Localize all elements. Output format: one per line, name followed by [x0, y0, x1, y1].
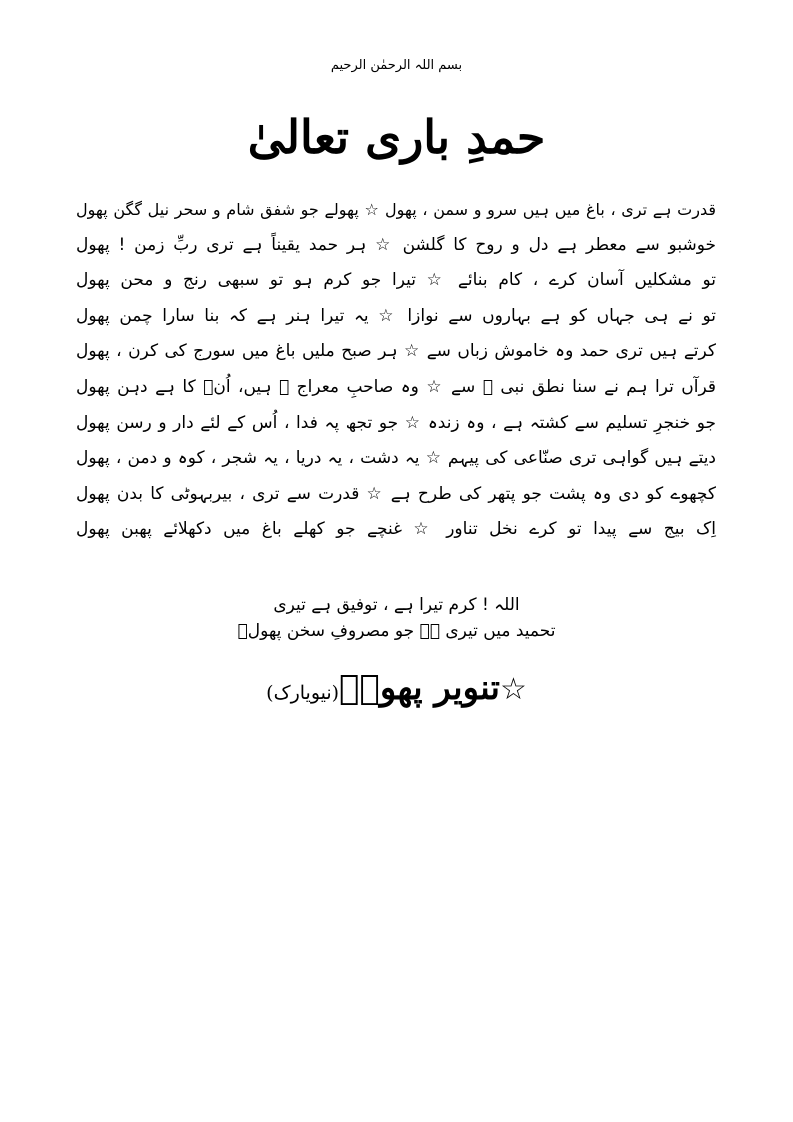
verse-line: دیتے ہیں گواہی تری صنّاعی کی پیہم ☆ یہ دشت ، یہ دریا ، یہ شجر ، کوہ و دمن ، پھول [76, 448, 716, 469]
star-icon: ☆ [499, 672, 527, 707]
poem-title: حمدِ باری تعالیٰ [247, 110, 546, 164]
signature [0, 668, 793, 708]
bismillah: بسم اللہ الرحمٰن الرحیم [330, 58, 463, 73]
verse-line: جو خنجرِ تسلیم سے کشتہ ہے ، وہ زندہ ☆ جو تجھ پہ فدا ، اُس کے لئے دار و رسن پھول [76, 412, 716, 433]
poet-location: (نیویارک) [266, 682, 340, 704]
poem-verses [76, 192, 716, 548]
closing-line: اللہ ! کرم تیرا ہے ، توفیق ہے تیری [273, 595, 520, 615]
verse-line: کرتے ہیں تری حمد وہ خاموش زباں سے ☆ ہر صبح ملیں باغ میں سورج کی کرن ، پھول [76, 341, 716, 362]
closing-line: تحمید میں تیری ہے جو مصروفِ سخن پھولؔ [237, 621, 556, 641]
verse-line: اِک بیج سے پیدا تو کرے نخل تناور ☆ غنچے جو کھلے باغ میں دکھلائے پھبن پھول [76, 519, 716, 540]
poet-name: تنویر پھولؔ [339, 668, 500, 708]
verse-line: قرآں ترا ہم نے سنا نطق نبی ﷺ سے ☆ وہ صاحبِ معراج ﷺ ہیں، اُنؐ کا ہے دہن پھول [76, 376, 716, 397]
verse-line: تو مشکلیں آسان کرے ، کام بنائے ☆ تیرا جو کرم ہو تو سبھی رنج و محن پھول [76, 270, 716, 291]
verse-line: کچھوے کو دی وہ پشت جو پتھر کی طرح ہے ☆ قدرت سے تری ، بیربہوٹی کا بدن پھول [76, 483, 716, 504]
closing-couplet [0, 592, 793, 644]
verse-line: تو نے ہی جہاں کو ہے بہاروں سے نوازا ☆ یہ تیرا ہنر ہے کہ بنا سارا چمن پھول [76, 305, 716, 326]
verse-line: قدرت ہے تری ، باغ میں ہیں سرو و سمن ، پھول ☆ پھولے جو شفق شام و سحر نیل گگن پھول [76, 200, 716, 219]
verse-line: خوشبو سے معطر ہے دل و روح کا گلشن ☆ ہر حمد یقیناً ہے تری ربِّ زمن ! پھول [76, 234, 716, 255]
